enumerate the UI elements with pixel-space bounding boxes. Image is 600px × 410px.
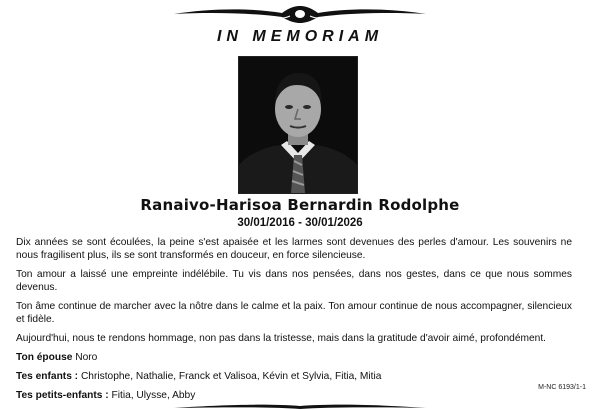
grandchildren-label: Tes petits-enfants : [16, 390, 109, 401]
memoriam-title: IN MEMORIAM [216, 28, 384, 45]
children-label: Tes enfants : [16, 371, 79, 382]
reference-code: M-NC 6193/1-1 [538, 384, 586, 391]
grandchildren-names: Fitia, Ulysse, Abby [111, 390, 196, 401]
spouse-line [16, 351, 572, 364]
paragraph: Dix années se sont écoulées, la peine s'est apaisée et les larmes sont devenues des perles d'amour. Les souvenirs ne nous fragilisent plus, ils se sont transformés en douceur, en force silencieuse. [16, 237, 572, 261]
paragraph: Ton amour a laissé une empreinte indélébile. Tu vis dans nos pensées, dans nos gestes, dans ce que nous sommes devenus. [16, 269, 572, 293]
portrait-photo [238, 56, 358, 194]
memorial-text [16, 236, 572, 408]
paragraph: Ton âme continue de marcher avec la nôtre dans le calme et la paix. Ton amour continue de nous accompagner, silencieux et fidèle. [16, 301, 572, 325]
spouse-name: Noro [75, 352, 98, 363]
top-ornament [172, 4, 428, 24]
memorial-dates: 30/01/2016 - 30/01/2026 [237, 217, 363, 229]
deceased-name: Ranaivo-Harisoa Bernardin Rodolphe [140, 196, 460, 214]
children-line [16, 370, 572, 383]
children-names: Christophe, Nathalie, Franck et Valisoa, Kévin et Sylvia, Fitia, Mitia [80, 371, 382, 382]
bottom-ornament [172, 404, 428, 410]
grandchildren-line [16, 389, 572, 402]
paragraph: Aujourd'hui, nous te rendons hommage, non pas dans la tristesse, mais dans la gratitude d'avoir aimé, profondément. [16, 333, 546, 344]
spouse-label: Ton épouse [16, 352, 73, 363]
